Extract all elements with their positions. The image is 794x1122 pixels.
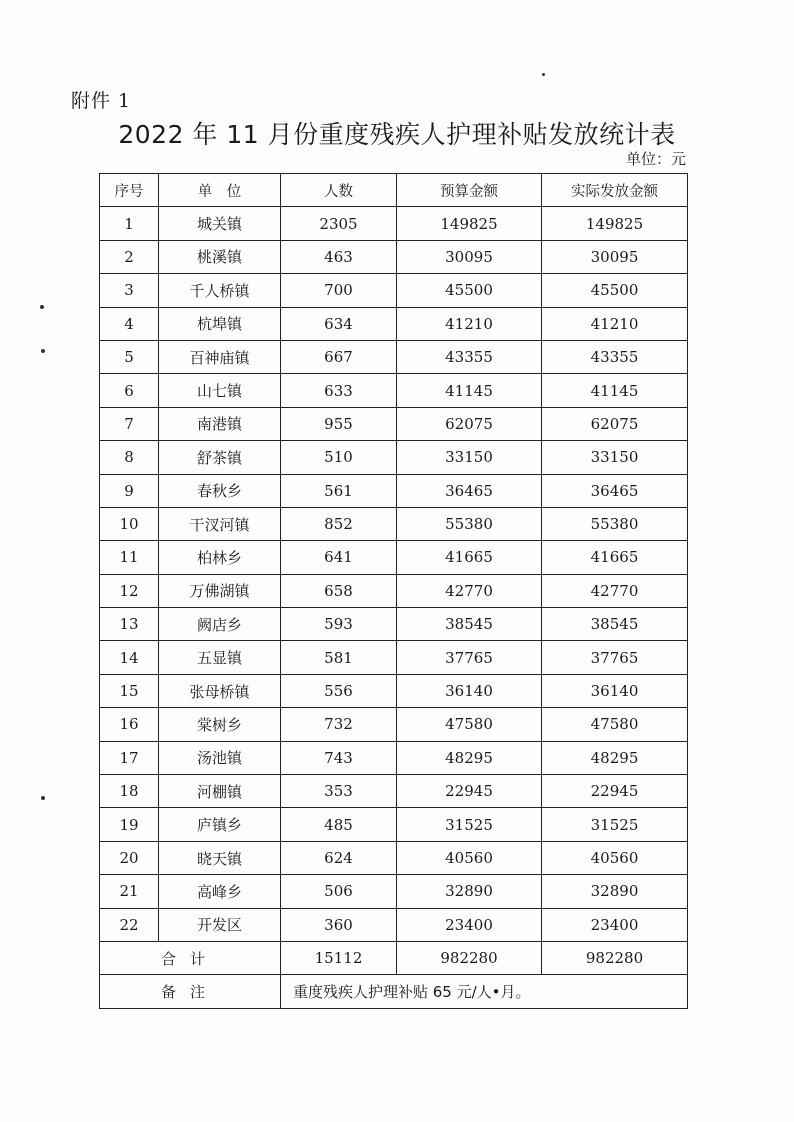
row-budget: 36465 xyxy=(397,474,542,507)
row-budget: 45500 xyxy=(397,274,542,307)
row-budget: 55380 xyxy=(397,507,542,540)
row-index: 1 xyxy=(100,207,159,240)
header-index: 序号 xyxy=(100,174,159,207)
row-budget: 41145 xyxy=(397,374,542,407)
row-budget: 41665 xyxy=(397,541,542,574)
row-actual: 48295 xyxy=(542,741,688,774)
note-row xyxy=(100,975,688,1008)
row-people: 556 xyxy=(281,674,397,707)
row-index: 22 xyxy=(100,908,159,941)
table-row xyxy=(100,541,688,574)
row-actual: 37765 xyxy=(542,641,688,674)
row-unit: 百神庙镇 xyxy=(159,340,281,373)
row-people: 624 xyxy=(281,841,397,874)
row-people: 360 xyxy=(281,908,397,941)
total-row xyxy=(100,941,688,974)
note-text: 重度残疾人护理补贴 65 元/人•月。 xyxy=(281,975,688,1008)
scan-speck xyxy=(41,796,45,800)
row-actual: 38545 xyxy=(542,608,688,641)
row-index: 5 xyxy=(100,340,159,373)
row-index: 21 xyxy=(100,875,159,908)
header-budget: 预算金额 xyxy=(397,174,542,207)
scan-speck xyxy=(542,73,545,76)
row-people: 641 xyxy=(281,541,397,574)
row-unit: 城关镇 xyxy=(159,207,281,240)
row-actual: 47580 xyxy=(542,708,688,741)
row-people: 743 xyxy=(281,741,397,774)
row-index: 11 xyxy=(100,541,159,574)
row-unit: 开发区 xyxy=(159,908,281,941)
table-body xyxy=(100,207,688,942)
row-budget: 48295 xyxy=(397,741,542,774)
table-row xyxy=(100,340,688,373)
table-row xyxy=(100,407,688,440)
row-people: 732 xyxy=(281,708,397,741)
header-unit: 单 位 xyxy=(159,174,281,207)
row-actual: 41665 xyxy=(542,541,688,574)
row-people: 633 xyxy=(281,374,397,407)
row-index: 4 xyxy=(100,307,159,340)
row-budget: 37765 xyxy=(397,641,542,674)
row-actual: 149825 xyxy=(542,207,688,240)
row-actual: 41210 xyxy=(542,307,688,340)
header-people: 人数 xyxy=(281,174,397,207)
table-row xyxy=(100,908,688,941)
note-label: 备注 xyxy=(100,975,281,1008)
total-label: 合计 xyxy=(100,941,281,974)
row-index: 18 xyxy=(100,775,159,808)
row-people: 463 xyxy=(281,240,397,273)
row-actual: 42770 xyxy=(542,574,688,607)
scan-speck xyxy=(41,349,45,353)
row-actual: 33150 xyxy=(542,441,688,474)
row-people: 658 xyxy=(281,574,397,607)
row-index: 6 xyxy=(100,374,159,407)
row-index: 3 xyxy=(100,274,159,307)
row-unit: 杭埠镇 xyxy=(159,307,281,340)
row-budget: 62075 xyxy=(397,407,542,440)
row-unit: 河棚镇 xyxy=(159,775,281,808)
subsidy-table xyxy=(99,173,688,1009)
row-people: 561 xyxy=(281,474,397,507)
row-unit: 万佛湖镇 xyxy=(159,574,281,607)
row-unit: 庐镇乡 xyxy=(159,808,281,841)
row-unit: 五显镇 xyxy=(159,641,281,674)
header-actual: 实际发放金额 xyxy=(542,174,688,207)
table-row xyxy=(100,741,688,774)
table-row xyxy=(100,307,688,340)
row-actual: 62075 xyxy=(542,407,688,440)
row-unit: 舒茶镇 xyxy=(159,441,281,474)
row-budget: 38545 xyxy=(397,608,542,641)
scan-speck xyxy=(40,305,44,309)
row-budget: 22945 xyxy=(397,775,542,808)
table-row xyxy=(100,240,688,273)
row-budget: 31525 xyxy=(397,808,542,841)
table-row xyxy=(100,674,688,707)
row-index: 12 xyxy=(100,574,159,607)
row-people: 353 xyxy=(281,775,397,808)
row-actual: 55380 xyxy=(542,507,688,540)
row-index: 15 xyxy=(100,674,159,707)
row-unit: 汤池镇 xyxy=(159,741,281,774)
row-index: 10 xyxy=(100,507,159,540)
row-actual: 36140 xyxy=(542,674,688,707)
row-actual: 31525 xyxy=(542,808,688,841)
row-budget: 30095 xyxy=(397,240,542,273)
row-unit: 高峰乡 xyxy=(159,875,281,908)
row-index: 14 xyxy=(100,641,159,674)
row-unit: 春秋乡 xyxy=(159,474,281,507)
row-budget: 40560 xyxy=(397,841,542,874)
table-row xyxy=(100,775,688,808)
total-budget: 982280 xyxy=(397,941,542,974)
row-actual: 32890 xyxy=(542,875,688,908)
row-people: 2305 xyxy=(281,207,397,240)
row-people: 955 xyxy=(281,407,397,440)
table-row xyxy=(100,441,688,474)
table-row xyxy=(100,507,688,540)
row-budget: 42770 xyxy=(397,574,542,607)
row-unit: 柏林乡 xyxy=(159,541,281,574)
row-budget: 32890 xyxy=(397,875,542,908)
table-row xyxy=(100,374,688,407)
row-unit: 桃溪镇 xyxy=(159,240,281,273)
table-row xyxy=(100,608,688,641)
row-budget: 36140 xyxy=(397,674,542,707)
row-actual: 40560 xyxy=(542,841,688,874)
row-budget: 23400 xyxy=(397,908,542,941)
table-row xyxy=(100,274,688,307)
row-actual: 23400 xyxy=(542,908,688,941)
row-budget: 41210 xyxy=(397,307,542,340)
table-header-row xyxy=(100,174,688,207)
row-people: 510 xyxy=(281,441,397,474)
table-row xyxy=(100,474,688,507)
row-unit: 阙店乡 xyxy=(159,608,281,641)
table-row xyxy=(100,207,688,240)
row-unit: 南港镇 xyxy=(159,407,281,440)
row-unit: 千人桥镇 xyxy=(159,274,281,307)
row-people: 485 xyxy=(281,808,397,841)
row-actual: 45500 xyxy=(542,274,688,307)
row-unit: 山七镇 xyxy=(159,374,281,407)
attachment-label: 附件 1 xyxy=(71,90,132,112)
table-row xyxy=(100,875,688,908)
row-index: 13 xyxy=(100,608,159,641)
row-budget: 47580 xyxy=(397,708,542,741)
row-actual: 43355 xyxy=(542,340,688,373)
row-actual: 30095 xyxy=(542,240,688,273)
row-index: 8 xyxy=(100,441,159,474)
total-actual: 982280 xyxy=(542,941,688,974)
row-budget: 43355 xyxy=(397,340,542,373)
row-index: 9 xyxy=(100,474,159,507)
table-row xyxy=(100,808,688,841)
row-index: 2 xyxy=(100,240,159,273)
table-row xyxy=(100,841,688,874)
row-people: 700 xyxy=(281,274,397,307)
row-actual: 22945 xyxy=(542,775,688,808)
row-actual: 41145 xyxy=(542,374,688,407)
table-row xyxy=(100,708,688,741)
row-index: 20 xyxy=(100,841,159,874)
row-people: 593 xyxy=(281,608,397,641)
page-title: 2022 年 11 月份重度残疾人护理补贴发放统计表 xyxy=(118,120,676,149)
unit-label: 单位：元 xyxy=(626,150,687,168)
row-unit: 晓天镇 xyxy=(159,841,281,874)
row-people: 634 xyxy=(281,307,397,340)
row-people: 506 xyxy=(281,875,397,908)
row-budget: 149825 xyxy=(397,207,542,240)
table-row xyxy=(100,641,688,674)
row-unit: 干汊河镇 xyxy=(159,507,281,540)
row-index: 16 xyxy=(100,708,159,741)
row-index: 17 xyxy=(100,741,159,774)
row-people: 581 xyxy=(281,641,397,674)
row-budget: 33150 xyxy=(397,441,542,474)
row-unit: 棠树乡 xyxy=(159,708,281,741)
row-actual: 36465 xyxy=(542,474,688,507)
row-people: 852 xyxy=(281,507,397,540)
row-people: 667 xyxy=(281,340,397,373)
row-unit: 张母桥镇 xyxy=(159,674,281,707)
row-index: 19 xyxy=(100,808,159,841)
row-index: 7 xyxy=(100,407,159,440)
total-people: 15112 xyxy=(281,941,397,974)
table-row xyxy=(100,574,688,607)
